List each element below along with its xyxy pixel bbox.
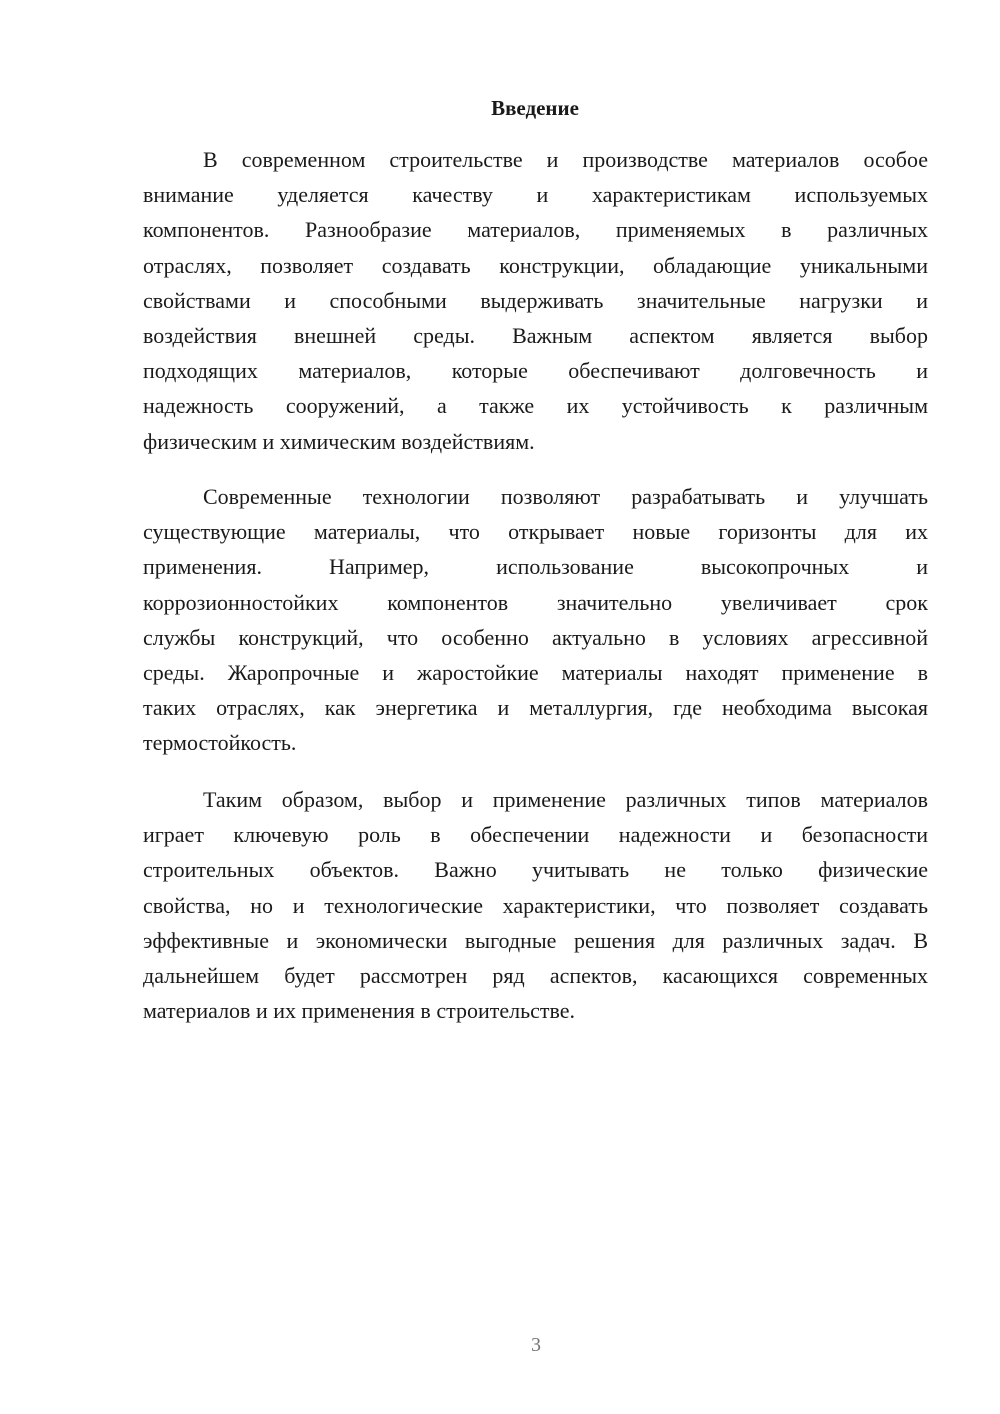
section-heading: Введение xyxy=(491,96,579,120)
text-line: службы конструкций, что особенно актуально в условиях агрессивной xyxy=(143,624,928,650)
text-line: физическим и химическим воздействиям. xyxy=(143,428,535,454)
text-line: свойства, но и технологические характеристики, что позволяет создавать xyxy=(143,892,928,918)
text-line: строительных объектов. Важно учитывать не только физические xyxy=(143,857,928,883)
text-line: В современном строительстве и производстве материалов особое xyxy=(203,147,928,172)
text-line: компонентов. Разнообразие материалов, применяемых в различных xyxy=(143,217,928,243)
text-line: свойствами и способными выдерживать значительные нагрузки и xyxy=(143,287,928,313)
text-line: внимание уделяется качеству и характеристикам используемых xyxy=(143,182,928,208)
paragraph-2 xyxy=(143,479,928,761)
text-line: применения. Например, использование высокопрочных и xyxy=(143,554,928,580)
page-number: 3 xyxy=(531,1334,541,1356)
text-line: надежность сооружений, а также их устойчивость к различным xyxy=(143,393,928,419)
text-line: термостойкость. xyxy=(143,730,297,756)
text-line: таких отраслях, как энергетика и металлургия, где необходима высокая xyxy=(143,695,928,721)
text-line: среды. Жаропрочные и жаростойкие материалы находят применение в xyxy=(143,659,928,685)
text-line: отраслях, позволяет создавать конструкции, обладающие уникальными xyxy=(143,252,928,278)
text-line: эффективные и экономически выгодные решения для различных задач. В xyxy=(143,927,928,953)
text-line: существующие материалы, что открывает новые горизонты для их xyxy=(143,519,928,545)
text-line: подходящих материалов, которые обеспечивают долговечность и xyxy=(143,358,928,384)
text-line: Современные технологии позволяют разрабатывать и улучшать xyxy=(203,484,928,509)
text-line: Таким образом, выбор и применение различных типов материалов xyxy=(203,787,928,812)
text-line: воздействия внешней среды. Важным аспектом является выбор xyxy=(143,322,928,348)
text-line: дальнейшем будет рассмотрен ряд аспектов, касающихся современных xyxy=(143,962,928,988)
paragraph-3 xyxy=(143,782,928,1028)
text-line: коррозионностойких компонентов значительно увеличивает срок xyxy=(143,589,928,615)
text-line: играет ключевую роль в обеспечении надежности и безопасности xyxy=(143,822,928,848)
text-line: материалов и их применения в строительстве. xyxy=(143,998,576,1024)
paragraph-1 xyxy=(143,142,928,459)
